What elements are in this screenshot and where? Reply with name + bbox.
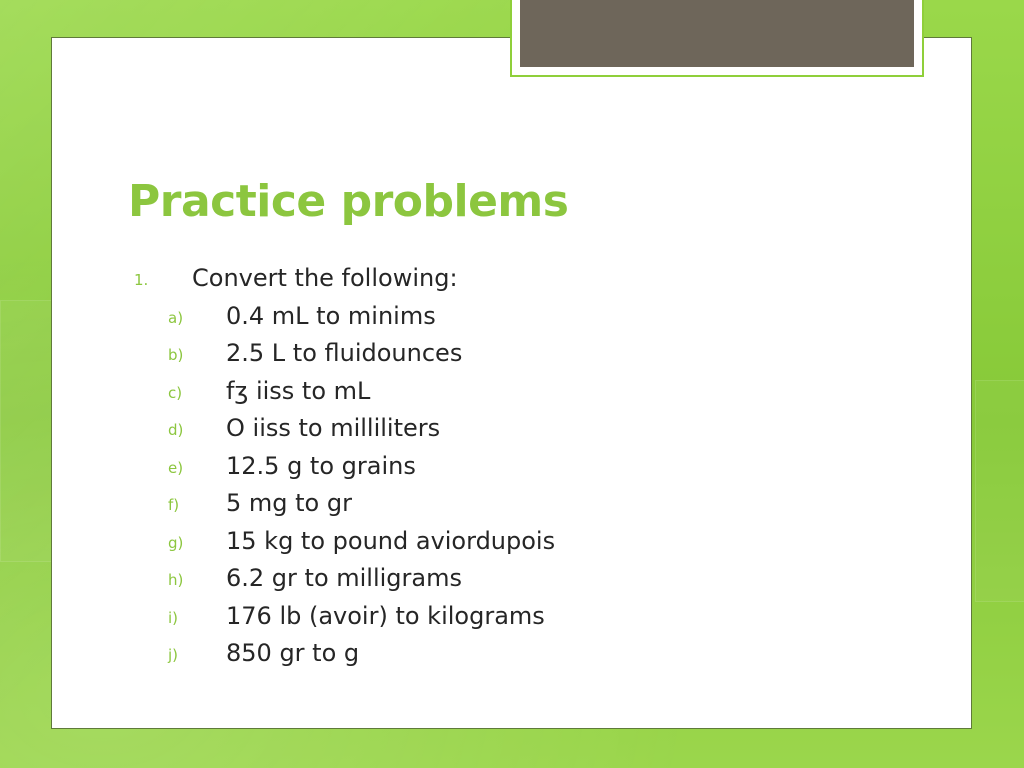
list-marker: e) [168, 458, 184, 477]
list-item-text: 5 mg to gr [226, 489, 352, 517]
title-tab-decoration [510, 0, 924, 77]
list-item [134, 637, 934, 675]
list-item [134, 487, 934, 525]
list-marker: h) [168, 571, 184, 589]
list-item-text: 0.4 mL to minims [226, 301, 436, 330]
list-marker: a) [168, 308, 184, 327]
list-item [134, 262, 934, 300]
list-item [134, 450, 934, 488]
background-pattern [975, 380, 1024, 602]
list-item-text: 176 lb (avoir) to kilograms [226, 601, 545, 630]
list-item-text: fʒ iiss to mL [226, 376, 371, 405]
list-marker: d) [168, 421, 184, 439]
list-item-text: 2.5 L to fluidounces [226, 339, 463, 367]
list-marker: f) [168, 496, 180, 514]
list-item-text: 15 kg to pound aviordupois [226, 526, 556, 555]
list-item [134, 375, 934, 413]
title-tab-fill [520, 0, 914, 67]
list-item-text: 6.2 gr to milligrams [226, 564, 462, 592]
list-item [134, 562, 934, 600]
list-marker: g) [168, 533, 184, 552]
list-item [134, 300, 934, 338]
slide-title: Practice problems [128, 176, 569, 227]
list-marker: i) [168, 608, 179, 627]
problem-list [134, 262, 934, 675]
list-marker: b) [168, 346, 184, 364]
list-item-text: 12.5 g to grains [226, 451, 416, 480]
list-marker: c) [168, 383, 183, 402]
list-item-text: Convert the following: [192, 264, 458, 292]
list-marker: 1. [134, 271, 149, 289]
list-item [134, 600, 934, 638]
list-marker: j) [168, 646, 179, 664]
list-item [134, 525, 934, 563]
list-item-text: 850 gr to g [226, 639, 360, 667]
list-item-text: O iiss to milliliters [226, 414, 441, 442]
list-item [134, 412, 934, 450]
list-item [134, 337, 934, 375]
